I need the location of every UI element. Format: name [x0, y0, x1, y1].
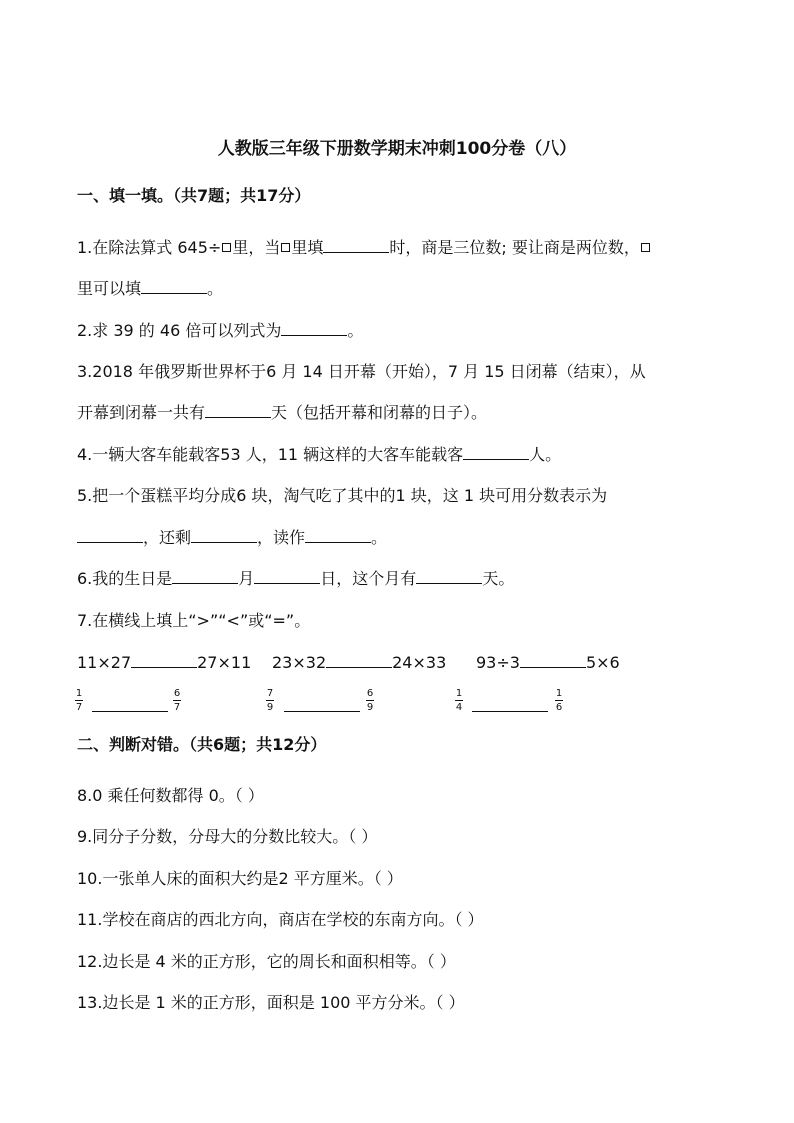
answer-blank[interactable]: [191, 528, 257, 543]
judge-item: 8.0 乘任何数都得 0。（ ）: [77, 786, 264, 805]
compare-item: 93÷3 5×6: [476, 653, 620, 672]
question-7: 7.在横线上填上“>”“<”或“=”。: [77, 611, 311, 630]
question-6: 6.我的生日是 月 日，这个月有 天。: [77, 569, 515, 588]
question-3-line-1: 3.2018 年俄罗斯世界杯于6 月 14 日开幕（开始），7 月 15 日闭幕（结束），从: [77, 362, 646, 381]
answer-blank[interactable]: [323, 238, 389, 253]
question-5-line-2: ，还剩 ，读作 。: [77, 528, 387, 548]
fraction: 1 7: [75, 688, 83, 713]
judge-item: 13.边长是 1 米的正方形，面积是 100 平方分米。（ ）: [77, 993, 465, 1012]
answer-blank[interactable]: [463, 445, 529, 460]
answer-blank[interactable]: [284, 711, 360, 712]
answer-blank[interactable]: [77, 528, 143, 543]
question-3-line-2: 开幕到闭幕一共有 天（包括开幕和闭幕的日子）。: [77, 403, 488, 422]
answer-blank[interactable]: [141, 279, 207, 294]
answer-blank[interactable]: [305, 528, 371, 543]
answer-blank[interactable]: [416, 569, 482, 584]
section-2-heading: 二、判断对错。（共6题；共12分）: [77, 735, 327, 754]
fraction: 6 9: [366, 688, 374, 713]
answer-blank[interactable]: [281, 321, 347, 336]
judge-item: 9.同分子分数，分母大的分数比较大。（ ）: [77, 827, 378, 846]
page-title: 人教版三年级下册数学期末冲刺100分卷（八）: [217, 139, 577, 159]
box-icon: [641, 243, 650, 252]
answer-blank[interactable]: [131, 653, 197, 668]
question-1-line-2: 里可以填 。: [77, 279, 224, 298]
question-1-line-1: 1.在除法算式 645÷ 里，当 里填 时，商是三位数; 要让商是两位数，: [77, 238, 651, 258]
answer-blank[interactable]: [326, 653, 392, 668]
question-5-line-1: 5.把一个蛋糕平均分成6 块，淘气吃了其中的1 块，这 1 块可用分数表示为: [77, 486, 608, 505]
box-icon: [222, 243, 231, 252]
section-1-heading: 一、填一填。（共7题；共17分）: [77, 186, 311, 205]
fraction: 6 7: [173, 688, 181, 713]
judge-item: 11.学校在商店的西北方向，商店在学校的东南方向。（ ）: [77, 910, 484, 929]
compare-item: 11×27 27×11: [77, 653, 252, 672]
answer-blank[interactable]: [205, 403, 271, 418]
answer-blank[interactable]: [92, 711, 168, 712]
box-icon: [281, 243, 290, 252]
fraction: 1 6: [555, 688, 563, 713]
question-2: 2.求 39 的 46 倍可以列式为 。: [77, 321, 364, 340]
judge-item: 12.边长是 4 米的正方形，它的周长和面积相等。（ ）: [77, 952, 456, 971]
answer-blank[interactable]: [520, 653, 586, 668]
fraction: 1 4: [455, 688, 463, 713]
fraction: 7 9: [266, 688, 274, 713]
compare-item: 23×32 24×33: [272, 653, 447, 672]
question-4: 4.一辆大客车能载客53 人，11 辆这样的大客车能载客 人。: [77, 445, 562, 464]
answer-blank[interactable]: [472, 711, 548, 712]
judge-item: 10.一张单人床的面积大约是2 平方厘米。（ ）: [77, 869, 403, 888]
answer-blank[interactable]: [254, 569, 320, 584]
answer-blank[interactable]: [172, 569, 238, 584]
